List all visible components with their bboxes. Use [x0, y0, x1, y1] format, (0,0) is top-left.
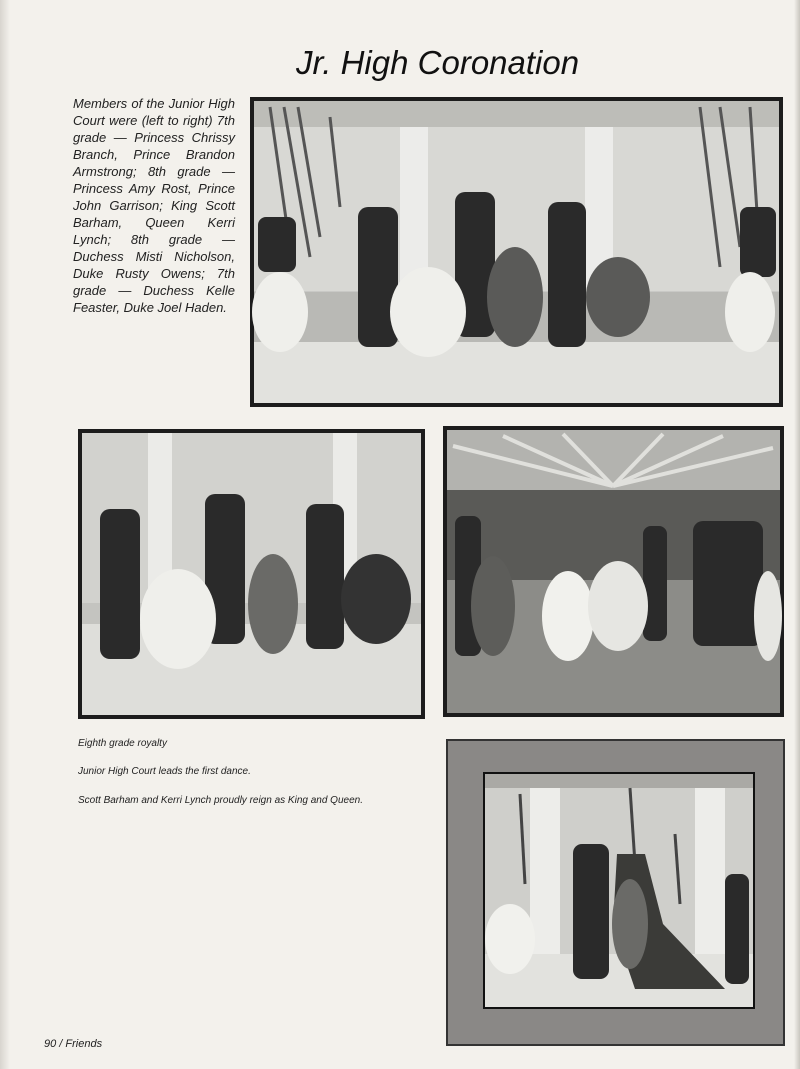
page-title: Jr. High Coronation	[296, 44, 580, 81]
king-queen-caption: Scott Barham and Kerri Lynch proudly reign as King and Queen.	[78, 795, 363, 806]
court-group-photo	[250, 97, 783, 407]
page-edge-shadow	[794, 0, 800, 1069]
first-dance-caption: Junior High Court leads the first dance.	[78, 766, 251, 777]
eighth-grade-royalty-photo	[78, 429, 425, 719]
eighth-grade-caption: Eighth grade royalty	[78, 738, 167, 749]
court-caption: Members of the Junior High Court were (left to right) 7th grade — Princess Chrissy Branch, Prince Brandon Armstrong; 8th grade — Princess Amy Rost, Prince John Garrison; King Scott Barham, Queen Kerri Lynch; 8th grade — Duchess Misti Nicholson, Duke Rusty Owens; 7th grade — Duchess Kelle Feaster, Duke Joel Haden.	[73, 96, 235, 315]
page-folio: 90 / Friends	[44, 1038, 103, 1050]
page-spine-shadow	[0, 0, 10, 1069]
king-queen-photo	[483, 772, 755, 1009]
first-dance-photo	[443, 426, 784, 717]
